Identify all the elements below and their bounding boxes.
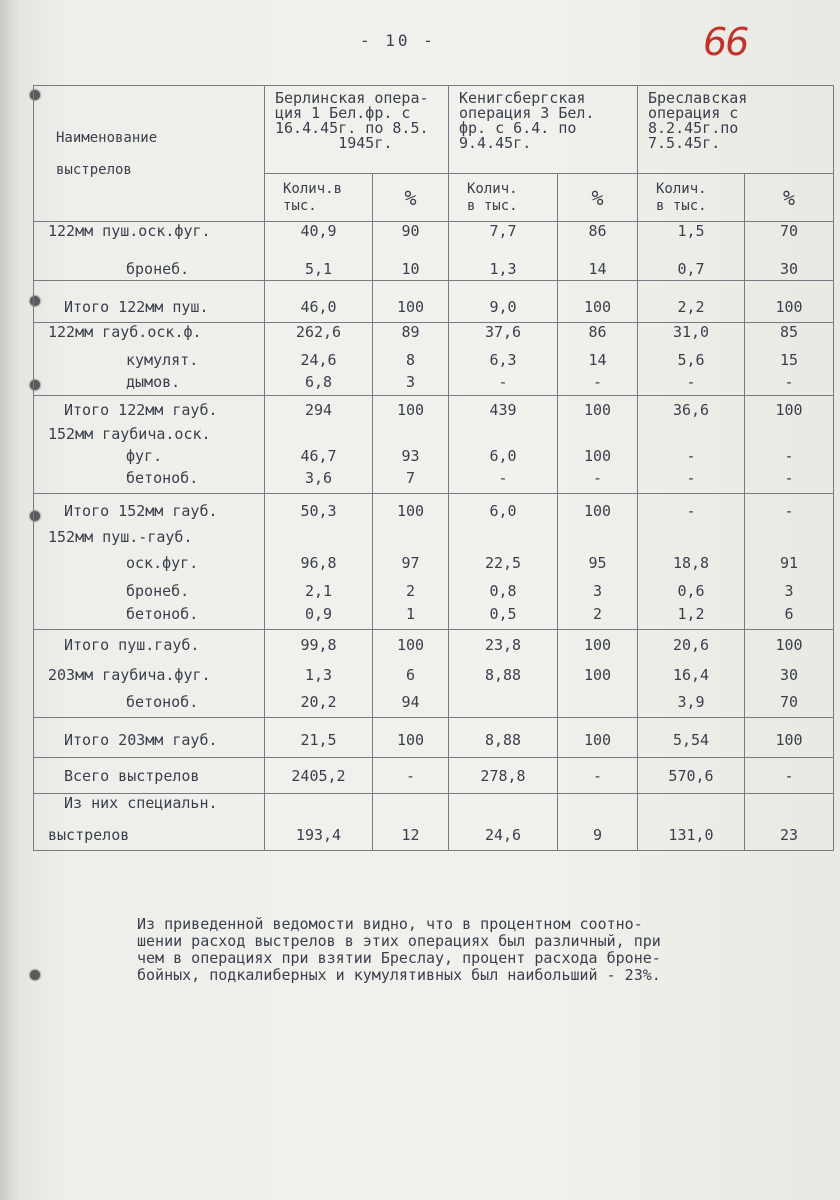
qty-cell: 570,6 xyxy=(638,758,745,794)
qty-cell xyxy=(265,425,373,447)
row-label: Из них специальн. xyxy=(34,794,265,823)
row-label: бронеб. xyxy=(34,576,265,604)
table-row xyxy=(34,222,834,255)
percent-cell: 9 xyxy=(558,822,638,850)
qty-cell: 50,3 xyxy=(265,494,373,528)
percent-cell xyxy=(558,794,638,823)
table-row xyxy=(34,604,834,630)
percent-cell: 15 xyxy=(745,351,834,373)
percent-cell: 85 xyxy=(745,322,834,351)
qty-cell: 6,3 xyxy=(449,351,558,373)
percent-cell: 1 xyxy=(373,604,449,630)
qty-cell: 5,1 xyxy=(265,254,373,280)
row-label: фуг. xyxy=(34,447,265,469)
qty-cell xyxy=(265,528,373,550)
percent-cell: 100 xyxy=(558,280,638,322)
percent-cell xyxy=(373,425,449,447)
qty-cell: 46,0 xyxy=(265,280,373,322)
breslau-operation-header: Бреславская операция с 8.2.45г.по 7.5.45г. xyxy=(638,86,834,174)
qty-header: Колич.в тыс. xyxy=(265,174,373,222)
row-label: бронеб. xyxy=(34,254,265,280)
percent-cell: 97 xyxy=(373,550,449,576)
qty-cell: 1,2 xyxy=(638,604,745,630)
qty-cell: - xyxy=(638,373,745,396)
percent-cell: 12 xyxy=(373,822,449,850)
row-label: выстрелов xyxy=(34,822,265,850)
percent-cell: 100 xyxy=(745,280,834,322)
row-label: Итого 122мм гауб. xyxy=(34,395,265,425)
percent-cell: 23 xyxy=(745,822,834,850)
qty-cell: - xyxy=(638,447,745,469)
qty-cell xyxy=(449,528,558,550)
table-row xyxy=(34,469,834,494)
percent-cell: 100 xyxy=(373,395,449,425)
qty-cell: 40,9 xyxy=(265,222,373,255)
qty-cell: - xyxy=(449,373,558,396)
qty-cell: 0,7 xyxy=(638,254,745,280)
percent-cell: 90 xyxy=(373,222,449,255)
table-row xyxy=(34,528,834,550)
percent-cell: 100 xyxy=(558,718,638,758)
percent-cell: 91 xyxy=(745,550,834,576)
percent-cell: 100 xyxy=(373,718,449,758)
qty-cell: 8,88 xyxy=(449,718,558,758)
percent-cell: 3 xyxy=(745,576,834,604)
qty-cell xyxy=(449,794,558,823)
qty-cell: 278,8 xyxy=(449,758,558,794)
table-row xyxy=(34,351,834,373)
percent-cell: 14 xyxy=(558,351,638,373)
qty-cell: 22,5 xyxy=(449,550,558,576)
table-row xyxy=(34,692,834,718)
percent-cell: - xyxy=(745,494,834,528)
qty-header: Колич. в тыс. xyxy=(449,174,558,222)
table-row xyxy=(34,794,834,823)
percent-cell: 2 xyxy=(373,576,449,604)
row-label: дымов. xyxy=(34,373,265,396)
percent-cell: 30 xyxy=(745,662,834,692)
percent-cell: 100 xyxy=(558,662,638,692)
qty-cell: 99,8 xyxy=(265,630,373,662)
percent-cell xyxy=(558,692,638,718)
page-edge xyxy=(0,0,18,1200)
row-label: Итого 152мм гауб. xyxy=(34,494,265,528)
qty-cell: 23,8 xyxy=(449,630,558,662)
table-row xyxy=(34,630,834,662)
row-label: 122мм гауб.оск.ф. xyxy=(34,322,265,351)
percent-cell: 86 xyxy=(558,222,638,255)
qty-cell: 46,7 xyxy=(265,447,373,469)
percent-cell: - xyxy=(373,758,449,794)
percent-cell: - xyxy=(558,373,638,396)
percent-cell: - xyxy=(745,373,834,396)
percent-cell: 89 xyxy=(373,322,449,351)
row-label: Итого 122мм пуш. xyxy=(34,280,265,322)
qty-cell: 262,6 xyxy=(265,322,373,351)
qty-cell: 1,3 xyxy=(449,254,558,280)
qty-header: Колич. в тыс. xyxy=(638,174,745,222)
percent-cell xyxy=(745,425,834,447)
qty-cell: 20,2 xyxy=(265,692,373,718)
table-row xyxy=(34,822,834,850)
conclusion-paragraph: Из приведенной ведомости видно, что в процентном соотно- шении расход выстрелов в этих операциях был различный, при чем в операциях при взятии Бреслау, процент расхода броне- бойных, подкалиберных и кумулятивных был наибольший - 23%. xyxy=(137,915,661,984)
percent-cell: 7 xyxy=(373,469,449,494)
qty-cell: 20,6 xyxy=(638,630,745,662)
qty-cell: 36,6 xyxy=(638,395,745,425)
name-column-header: Наименование выстрелов xyxy=(34,86,265,222)
qty-cell: 3,6 xyxy=(265,469,373,494)
percent-cell: 3 xyxy=(558,576,638,604)
berlin-operation-header: Берлинская опера- ция 1 Бел.фр. с 16.4.45г. по 8.5. 1945г. xyxy=(265,86,449,174)
qty-cell xyxy=(265,794,373,823)
qty-cell: 0,9 xyxy=(265,604,373,630)
qty-cell: 9,0 xyxy=(449,280,558,322)
qty-cell: 6,8 xyxy=(265,373,373,396)
row-label: кумулят. xyxy=(34,351,265,373)
qty-cell: 24,6 xyxy=(449,822,558,850)
percent-cell xyxy=(373,794,449,823)
percent-cell: 6 xyxy=(745,604,834,630)
table-row xyxy=(34,395,834,425)
row-label: 152мм пуш.-гауб. xyxy=(34,528,265,550)
qty-cell: 7,7 xyxy=(449,222,558,255)
percent-cell: 70 xyxy=(745,222,834,255)
percent-cell: 100 xyxy=(373,494,449,528)
percent-cell: 14 xyxy=(558,254,638,280)
qty-cell: 0,6 xyxy=(638,576,745,604)
percent-cell xyxy=(558,425,638,447)
table-row xyxy=(34,425,834,447)
percent-cell: 70 xyxy=(745,692,834,718)
table-row xyxy=(34,576,834,604)
row-label: бетоноб. xyxy=(34,469,265,494)
percent-cell: 86 xyxy=(558,322,638,351)
percent-header: % xyxy=(745,174,834,222)
qty-cell xyxy=(638,425,745,447)
punch-hole xyxy=(30,970,40,980)
table-body xyxy=(34,222,834,851)
qty-cell: 21,5 xyxy=(265,718,373,758)
row-label: 152мм гаубича.оск. xyxy=(34,425,265,447)
row-label: бетоноб. xyxy=(34,604,265,630)
percent-cell: - xyxy=(558,469,638,494)
percent-cell: 100 xyxy=(558,395,638,425)
row-label: 203мм гаубича.фуг. xyxy=(34,662,265,692)
percent-cell: - xyxy=(745,469,834,494)
table-row xyxy=(34,254,834,280)
percent-cell xyxy=(373,528,449,550)
percent-cell: 8 xyxy=(373,351,449,373)
qty-cell xyxy=(638,528,745,550)
percent-cell: - xyxy=(558,758,638,794)
percent-cell: 100 xyxy=(558,494,638,528)
percent-cell: - xyxy=(745,758,834,794)
row-label: Всего выстрелов xyxy=(34,758,265,794)
qty-cell xyxy=(449,692,558,718)
qty-cell: 5,54 xyxy=(638,718,745,758)
qty-cell: 2,2 xyxy=(638,280,745,322)
qty-cell: 131,0 xyxy=(638,822,745,850)
qty-cell: 8,88 xyxy=(449,662,558,692)
qty-cell: 439 xyxy=(449,395,558,425)
table-row xyxy=(34,550,834,576)
percent-cell: 10 xyxy=(373,254,449,280)
qty-cell: - xyxy=(449,469,558,494)
percent-header: % xyxy=(373,174,449,222)
konigsberg-operation-header: Кенигсбергская операция 3 Бел. фр. с 6.4. по 9.4.45г. xyxy=(449,86,638,174)
percent-cell: 3 xyxy=(373,373,449,396)
table-row xyxy=(34,373,834,396)
table-row xyxy=(34,662,834,692)
percent-cell xyxy=(745,528,834,550)
ammo-consumption-table xyxy=(33,85,834,851)
qty-cell xyxy=(449,425,558,447)
row-label: Итого 203мм гауб. xyxy=(34,718,265,758)
percent-cell: 94 xyxy=(373,692,449,718)
qty-cell: 0,5 xyxy=(449,604,558,630)
qty-cell: 24,6 xyxy=(265,351,373,373)
qty-cell: 1,3 xyxy=(265,662,373,692)
qty-cell: 2405,2 xyxy=(265,758,373,794)
table-row xyxy=(34,718,834,758)
percent-cell: 93 xyxy=(373,447,449,469)
row-label: Итого пуш.гауб. xyxy=(34,630,265,662)
percent-cell: 100 xyxy=(558,630,638,662)
row-label: оск.фуг. xyxy=(34,550,265,576)
row-label: 122мм пуш.оск.фуг. xyxy=(34,222,265,255)
qty-cell: - xyxy=(638,469,745,494)
percent-cell: - xyxy=(745,447,834,469)
percent-cell xyxy=(558,528,638,550)
percent-cell: 100 xyxy=(745,395,834,425)
table-row xyxy=(34,758,834,794)
percent-cell: 100 xyxy=(745,718,834,758)
percent-cell: 2 xyxy=(558,604,638,630)
qty-cell: 5,6 xyxy=(638,351,745,373)
table-row xyxy=(34,280,834,322)
qty-cell xyxy=(638,794,745,823)
page-number: - 10 - xyxy=(360,31,436,50)
percent-header: % xyxy=(558,174,638,222)
qty-cell: 18,8 xyxy=(638,550,745,576)
qty-cell: 6,0 xyxy=(449,447,558,469)
qty-cell: - xyxy=(638,494,745,528)
qty-cell: 0,8 xyxy=(449,576,558,604)
percent-cell: 100 xyxy=(373,630,449,662)
qty-cell: 3,9 xyxy=(638,692,745,718)
percent-cell: 30 xyxy=(745,254,834,280)
qty-cell: 96,8 xyxy=(265,550,373,576)
percent-cell: 100 xyxy=(373,280,449,322)
percent-cell: 100 xyxy=(745,630,834,662)
percent-cell: 100 xyxy=(558,447,638,469)
qty-cell: 6,0 xyxy=(449,494,558,528)
qty-cell: 16,4 xyxy=(638,662,745,692)
archive-sheet-number: 66 xyxy=(703,20,748,64)
table-row xyxy=(34,494,834,528)
table-row xyxy=(34,447,834,469)
qty-cell: 2,1 xyxy=(265,576,373,604)
qty-cell: 1,5 xyxy=(638,222,745,255)
table-row xyxy=(34,322,834,351)
qty-cell: 37,6 xyxy=(449,322,558,351)
percent-cell: 6 xyxy=(373,662,449,692)
row-label: бетоноб. xyxy=(34,692,265,718)
qty-cell: 193,4 xyxy=(265,822,373,850)
percent-cell xyxy=(745,794,834,823)
qty-cell: 31,0 xyxy=(638,322,745,351)
qty-cell: 294 xyxy=(265,395,373,425)
percent-cell: 95 xyxy=(558,550,638,576)
